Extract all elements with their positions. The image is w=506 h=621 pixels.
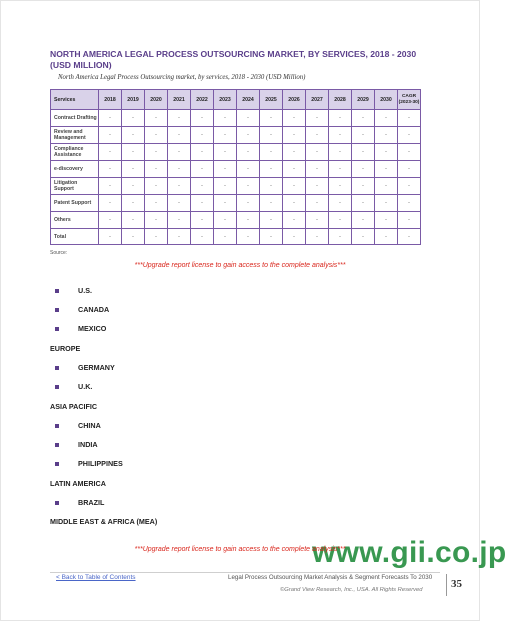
table-cell: - xyxy=(398,178,421,195)
table-cell: - xyxy=(398,127,421,144)
table-cell: - xyxy=(306,127,329,144)
table-cell: - xyxy=(283,195,306,212)
row-label: Total xyxy=(51,229,99,245)
country-label: CANADA xyxy=(78,305,110,314)
table-cell: - xyxy=(145,161,168,178)
table-cell: - xyxy=(99,229,122,245)
row-label: Review and Management xyxy=(51,127,99,144)
table-cell: - xyxy=(191,229,214,245)
table-cell: - xyxy=(99,127,122,144)
table-cell: - xyxy=(260,110,283,127)
region-label: ASIA PACIFIC xyxy=(50,402,98,411)
table-cell: - xyxy=(214,127,237,144)
country-label: BRAZIL xyxy=(78,498,105,507)
table-cell: - xyxy=(214,229,237,245)
table-cell: - xyxy=(191,195,214,212)
table-cell: - xyxy=(237,212,260,229)
table-cell: - xyxy=(145,195,168,212)
country-label: U.S. xyxy=(78,286,92,295)
year-header: 2023 xyxy=(214,90,237,110)
table-cell: - xyxy=(398,110,421,127)
table-cell: - xyxy=(306,110,329,127)
year-header: 2029 xyxy=(352,90,375,110)
bullet-icon xyxy=(55,385,59,389)
table-cell: - xyxy=(214,212,237,229)
table-cell: - xyxy=(122,195,145,212)
bullet-icon xyxy=(55,443,59,447)
table-cell: - xyxy=(99,110,122,127)
table-row xyxy=(51,178,421,195)
section-heading: NORTH AMERICA LEGAL PROCESS OUTSOURCING MARKET, BY SERVICES, 2018 - 2030 (USD MILLION) xyxy=(50,49,417,70)
table-cell: - xyxy=(398,229,421,245)
country-list-item xyxy=(55,440,98,449)
table-cell: - xyxy=(260,195,283,212)
bullet-icon xyxy=(55,424,59,428)
row-label: Litigation Support xyxy=(51,178,99,195)
footer-copyright: ©Grand View Research, Inc., USA. All Rights Reserved xyxy=(280,587,423,593)
table-cell: - xyxy=(306,161,329,178)
row-label: Patent Support xyxy=(51,195,99,212)
table-row xyxy=(51,144,421,161)
year-header: 2018 xyxy=(99,90,122,110)
table-cell: - xyxy=(329,127,352,144)
table-cell: - xyxy=(352,110,375,127)
table-cell: - xyxy=(398,144,421,161)
cagr-header: CAGR (2023-30) xyxy=(398,90,421,110)
table-cell: - xyxy=(168,144,191,161)
bullet-icon xyxy=(55,366,59,370)
table-cell: - xyxy=(122,212,145,229)
year-header: 2024 xyxy=(237,90,260,110)
table-cell: - xyxy=(329,161,352,178)
table-row xyxy=(51,110,421,127)
year-header: 2026 xyxy=(283,90,306,110)
table-cell: - xyxy=(329,110,352,127)
table-cell: - xyxy=(283,127,306,144)
bullet-icon xyxy=(55,462,59,466)
row-label: e-discovery xyxy=(51,161,99,178)
table-cell: - xyxy=(352,212,375,229)
table-caption: North America Legal Process Outsourcing market, by services, 2018 - 2030 (USD Million) xyxy=(58,74,306,81)
table-cell: - xyxy=(237,110,260,127)
table-cell: - xyxy=(122,127,145,144)
upgrade-notice: ***Upgrade report license to gain access to the complete analysis*** xyxy=(134,262,346,269)
table-cell: - xyxy=(168,110,191,127)
table-cell: - xyxy=(168,161,191,178)
region-label: EUROPE xyxy=(50,344,81,353)
table-cell: - xyxy=(352,127,375,144)
table-cell: - xyxy=(99,161,122,178)
table-cell: - xyxy=(237,161,260,178)
upgrade-notice-bottom: ***Upgrade report license to gain access to the complete analysis*** xyxy=(134,546,346,553)
table-cell: - xyxy=(329,195,352,212)
country-list-item xyxy=(55,421,101,430)
table-cell: - xyxy=(99,144,122,161)
country-list-item xyxy=(55,498,104,507)
table-cell: - xyxy=(99,212,122,229)
table-cell: - xyxy=(283,212,306,229)
country-label: MEXICO xyxy=(78,324,107,333)
table-cell: - xyxy=(260,161,283,178)
region-heading xyxy=(50,344,80,353)
table-cell: - xyxy=(191,161,214,178)
footer-divider xyxy=(50,572,440,573)
bullet-icon xyxy=(55,289,59,293)
table-cell: - xyxy=(122,178,145,195)
country-list-item xyxy=(55,286,92,295)
table-cell: - xyxy=(260,178,283,195)
row-label: Contract Drafting xyxy=(51,110,99,127)
year-header: 2020 xyxy=(145,90,168,110)
region-heading xyxy=(50,402,97,411)
table-cell: - xyxy=(99,178,122,195)
country-list-item xyxy=(55,382,92,391)
table-cell: - xyxy=(306,144,329,161)
table-cell: - xyxy=(375,229,398,245)
year-header: 2025 xyxy=(260,90,283,110)
table-header-row xyxy=(51,90,421,110)
table-cell: - xyxy=(191,127,214,144)
table-cell: - xyxy=(398,161,421,178)
row-label: Compliance Assistance xyxy=(51,144,99,161)
table-cell: - xyxy=(214,161,237,178)
table-cell: - xyxy=(237,229,260,245)
region-label: LATIN AMERICA xyxy=(50,479,106,488)
table-cell: - xyxy=(145,178,168,195)
table-cell: - xyxy=(329,178,352,195)
source-note: Source: xyxy=(50,250,68,256)
table-cell: - xyxy=(237,195,260,212)
country-list-item xyxy=(55,305,109,314)
footer-report-title: Legal Process Outsourcing Market Analysis & Segment Forecasts To 2030 xyxy=(228,574,433,581)
table-cell: - xyxy=(329,212,352,229)
table-cell: - xyxy=(306,195,329,212)
table-row xyxy=(51,127,421,144)
table-cell: - xyxy=(329,229,352,245)
table-cell: - xyxy=(122,144,145,161)
table-cell: - xyxy=(329,144,352,161)
country-label: INDIA xyxy=(78,440,98,449)
table-cell: - xyxy=(398,212,421,229)
table-body xyxy=(51,110,421,245)
year-header: 2030 xyxy=(375,90,398,110)
table-cell: - xyxy=(352,229,375,245)
table-cell: - xyxy=(260,144,283,161)
year-header: 2022 xyxy=(191,90,214,110)
year-header: 2028 xyxy=(329,90,352,110)
table-cell: - xyxy=(283,229,306,245)
table-cell: - xyxy=(352,161,375,178)
table-cell: - xyxy=(375,195,398,212)
region-label: MIDDLE EAST & AFRICA (MEA) xyxy=(50,517,158,526)
table-cell: - xyxy=(306,212,329,229)
table-cell: - xyxy=(260,212,283,229)
table-cell: - xyxy=(283,144,306,161)
country-label: PHILIPPINES xyxy=(78,459,123,468)
bullet-icon xyxy=(55,327,59,331)
table-cell: - xyxy=(375,161,398,178)
table-row xyxy=(51,212,421,229)
country-label: CHINA xyxy=(78,421,101,430)
table-cell: - xyxy=(237,178,260,195)
row-label: Others xyxy=(51,212,99,229)
table-cell: - xyxy=(237,127,260,144)
table-cell: - xyxy=(306,229,329,245)
table-cell: - xyxy=(214,178,237,195)
watermark: www.gii.co.jp xyxy=(312,536,506,569)
table-row xyxy=(51,195,421,212)
table-cell: - xyxy=(306,178,329,195)
table-row xyxy=(51,229,421,245)
table-cell: - xyxy=(214,144,237,161)
table-cell: - xyxy=(191,212,214,229)
table-cell: - xyxy=(145,127,168,144)
table-cell: - xyxy=(283,110,306,127)
country-label: U.K. xyxy=(78,382,93,391)
table-cell: - xyxy=(191,110,214,127)
bullet-icon xyxy=(55,308,59,312)
table-cell: - xyxy=(168,127,191,144)
table-cell: - xyxy=(214,195,237,212)
bullet-icon xyxy=(55,501,59,505)
country-label: GERMANY xyxy=(78,363,115,372)
table-cell: - xyxy=(145,212,168,229)
table-cell: - xyxy=(99,195,122,212)
country-list-item xyxy=(55,363,115,372)
table-cell: - xyxy=(214,110,237,127)
table-cell: - xyxy=(352,195,375,212)
table-cell: - xyxy=(283,161,306,178)
table-corner-header: Services xyxy=(51,90,99,110)
year-header: 2021 xyxy=(168,90,191,110)
table-cell: - xyxy=(260,229,283,245)
table-cell: - xyxy=(260,127,283,144)
table-cell: - xyxy=(352,178,375,195)
page-number-divider xyxy=(446,574,447,596)
services-table xyxy=(50,89,421,245)
table-cell: - xyxy=(145,144,168,161)
table-cell: - xyxy=(122,229,145,245)
back-to-toc-link[interactable]: < Back to Table of Contents xyxy=(56,574,136,581)
region-heading xyxy=(50,517,157,526)
table-cell: - xyxy=(122,161,145,178)
table-cell: - xyxy=(168,178,191,195)
table-cell: - xyxy=(145,110,168,127)
region-heading xyxy=(50,479,106,488)
table-cell: - xyxy=(191,144,214,161)
table-cell: - xyxy=(375,178,398,195)
table-cell: - xyxy=(168,212,191,229)
table-cell: - xyxy=(122,110,145,127)
year-header: 2019 xyxy=(122,90,145,110)
table-cell: - xyxy=(168,229,191,245)
table-cell: - xyxy=(375,110,398,127)
table-cell: - xyxy=(168,195,191,212)
table-cell: - xyxy=(191,178,214,195)
table-cell: - xyxy=(145,229,168,245)
page-number: 35 xyxy=(451,578,462,590)
table-cell: - xyxy=(237,144,260,161)
table-cell: - xyxy=(375,212,398,229)
table-cell: - xyxy=(352,144,375,161)
table-cell: - xyxy=(283,178,306,195)
table-cell: - xyxy=(375,127,398,144)
table-cell: - xyxy=(375,144,398,161)
table-cell: - xyxy=(398,195,421,212)
table-row xyxy=(51,161,421,178)
year-header: 2027 xyxy=(306,90,329,110)
country-list-item xyxy=(55,324,106,333)
country-list-item xyxy=(55,459,123,468)
